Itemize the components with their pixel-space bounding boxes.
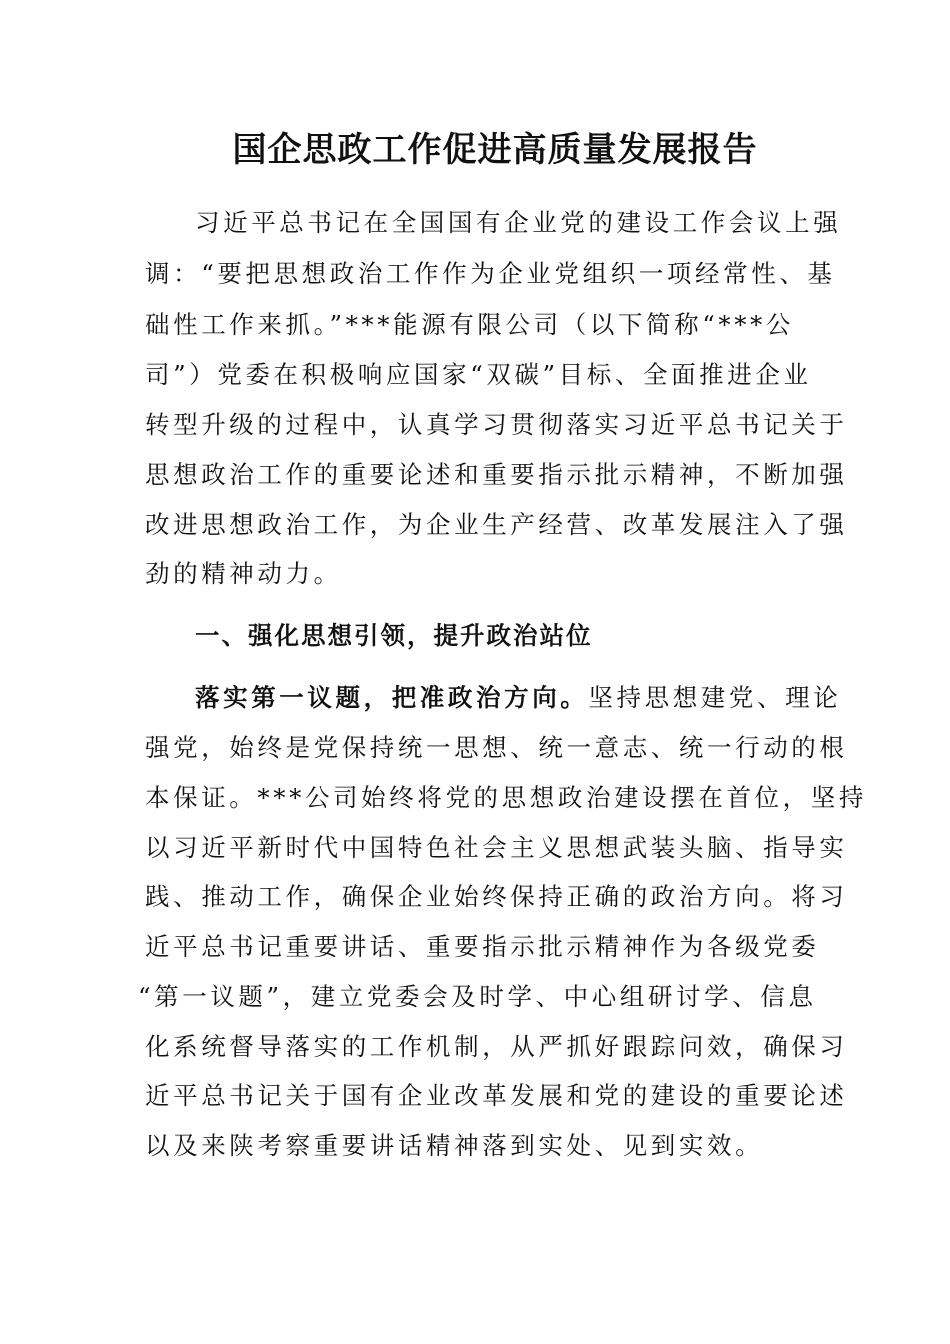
section-line-5: 践、推动工作，确保企业始终保持正确的政治方向。将习: [145, 882, 848, 911]
section-line-3: 本保证。***公司始终将党的思想政治建设摆在首位，坚持: [145, 783, 867, 812]
section-heading: 一、强化思想引领，提升政治站位: [195, 621, 593, 650]
intro-line-5: 转型升级的过程中，认真学习贯彻落实习近平总书记关于: [145, 410, 848, 439]
section-line-6: 近平总书记重要讲话、重要指示批示精神作为各级党委: [145, 932, 820, 961]
intro-line-1: 习近平总书记在全国国有企业党的建设工作会议上强: [195, 208, 842, 237]
section-line-10: 以及来陕考察重要讲话精神落到实处、见到实效。: [145, 1131, 764, 1160]
section-line-7: “第一议题”，建立党委会及时学、中心组研讨学、信息: [138, 982, 817, 1011]
intro-line-7: 改进思想政治工作，为企业生产经营、改革发展注入了强: [145, 510, 848, 539]
section-line-8: 化系统督导落实的工作机制，从严抓好跟踪问效，确保习: [145, 1032, 848, 1061]
intro-line-2: 调：“要把思想政治工作作为企业党组织一项经常性、基: [145, 259, 836, 288]
section-line-4: 以习近平新时代中国特色社会主义思想武装头脑、指导实: [145, 833, 848, 862]
intro-line-3: 础性工作来抓。”***能源有限公司（以下简称“***公: [145, 310, 794, 339]
paragraph-lead: 落实第一议题，把准政治方向。: [195, 683, 589, 712]
section-line-2: 强党，始终是党保持统一思想、统一意志、统一行动的根: [145, 733, 848, 762]
section-paragraph-first-line: [195, 678, 855, 718]
intro-line-4: 司”）党委在积极响应国家“双碳”目标、全面推进企业: [145, 360, 812, 389]
document-title: 国企思政工作促进高质量发展报告: [232, 130, 758, 170]
section-line-9: 近平总书记关于国有企业改革发展和党的建设的重要论述: [145, 1081, 848, 1110]
intro-line-6: 思想政治工作的重要论述和重要指示批示精神，不断加强: [145, 460, 848, 489]
intro-line-8: 劲的精神动力。: [145, 559, 342, 588]
paragraph-first-line-rest: 坚持思想建党、理论: [588, 683, 842, 712]
